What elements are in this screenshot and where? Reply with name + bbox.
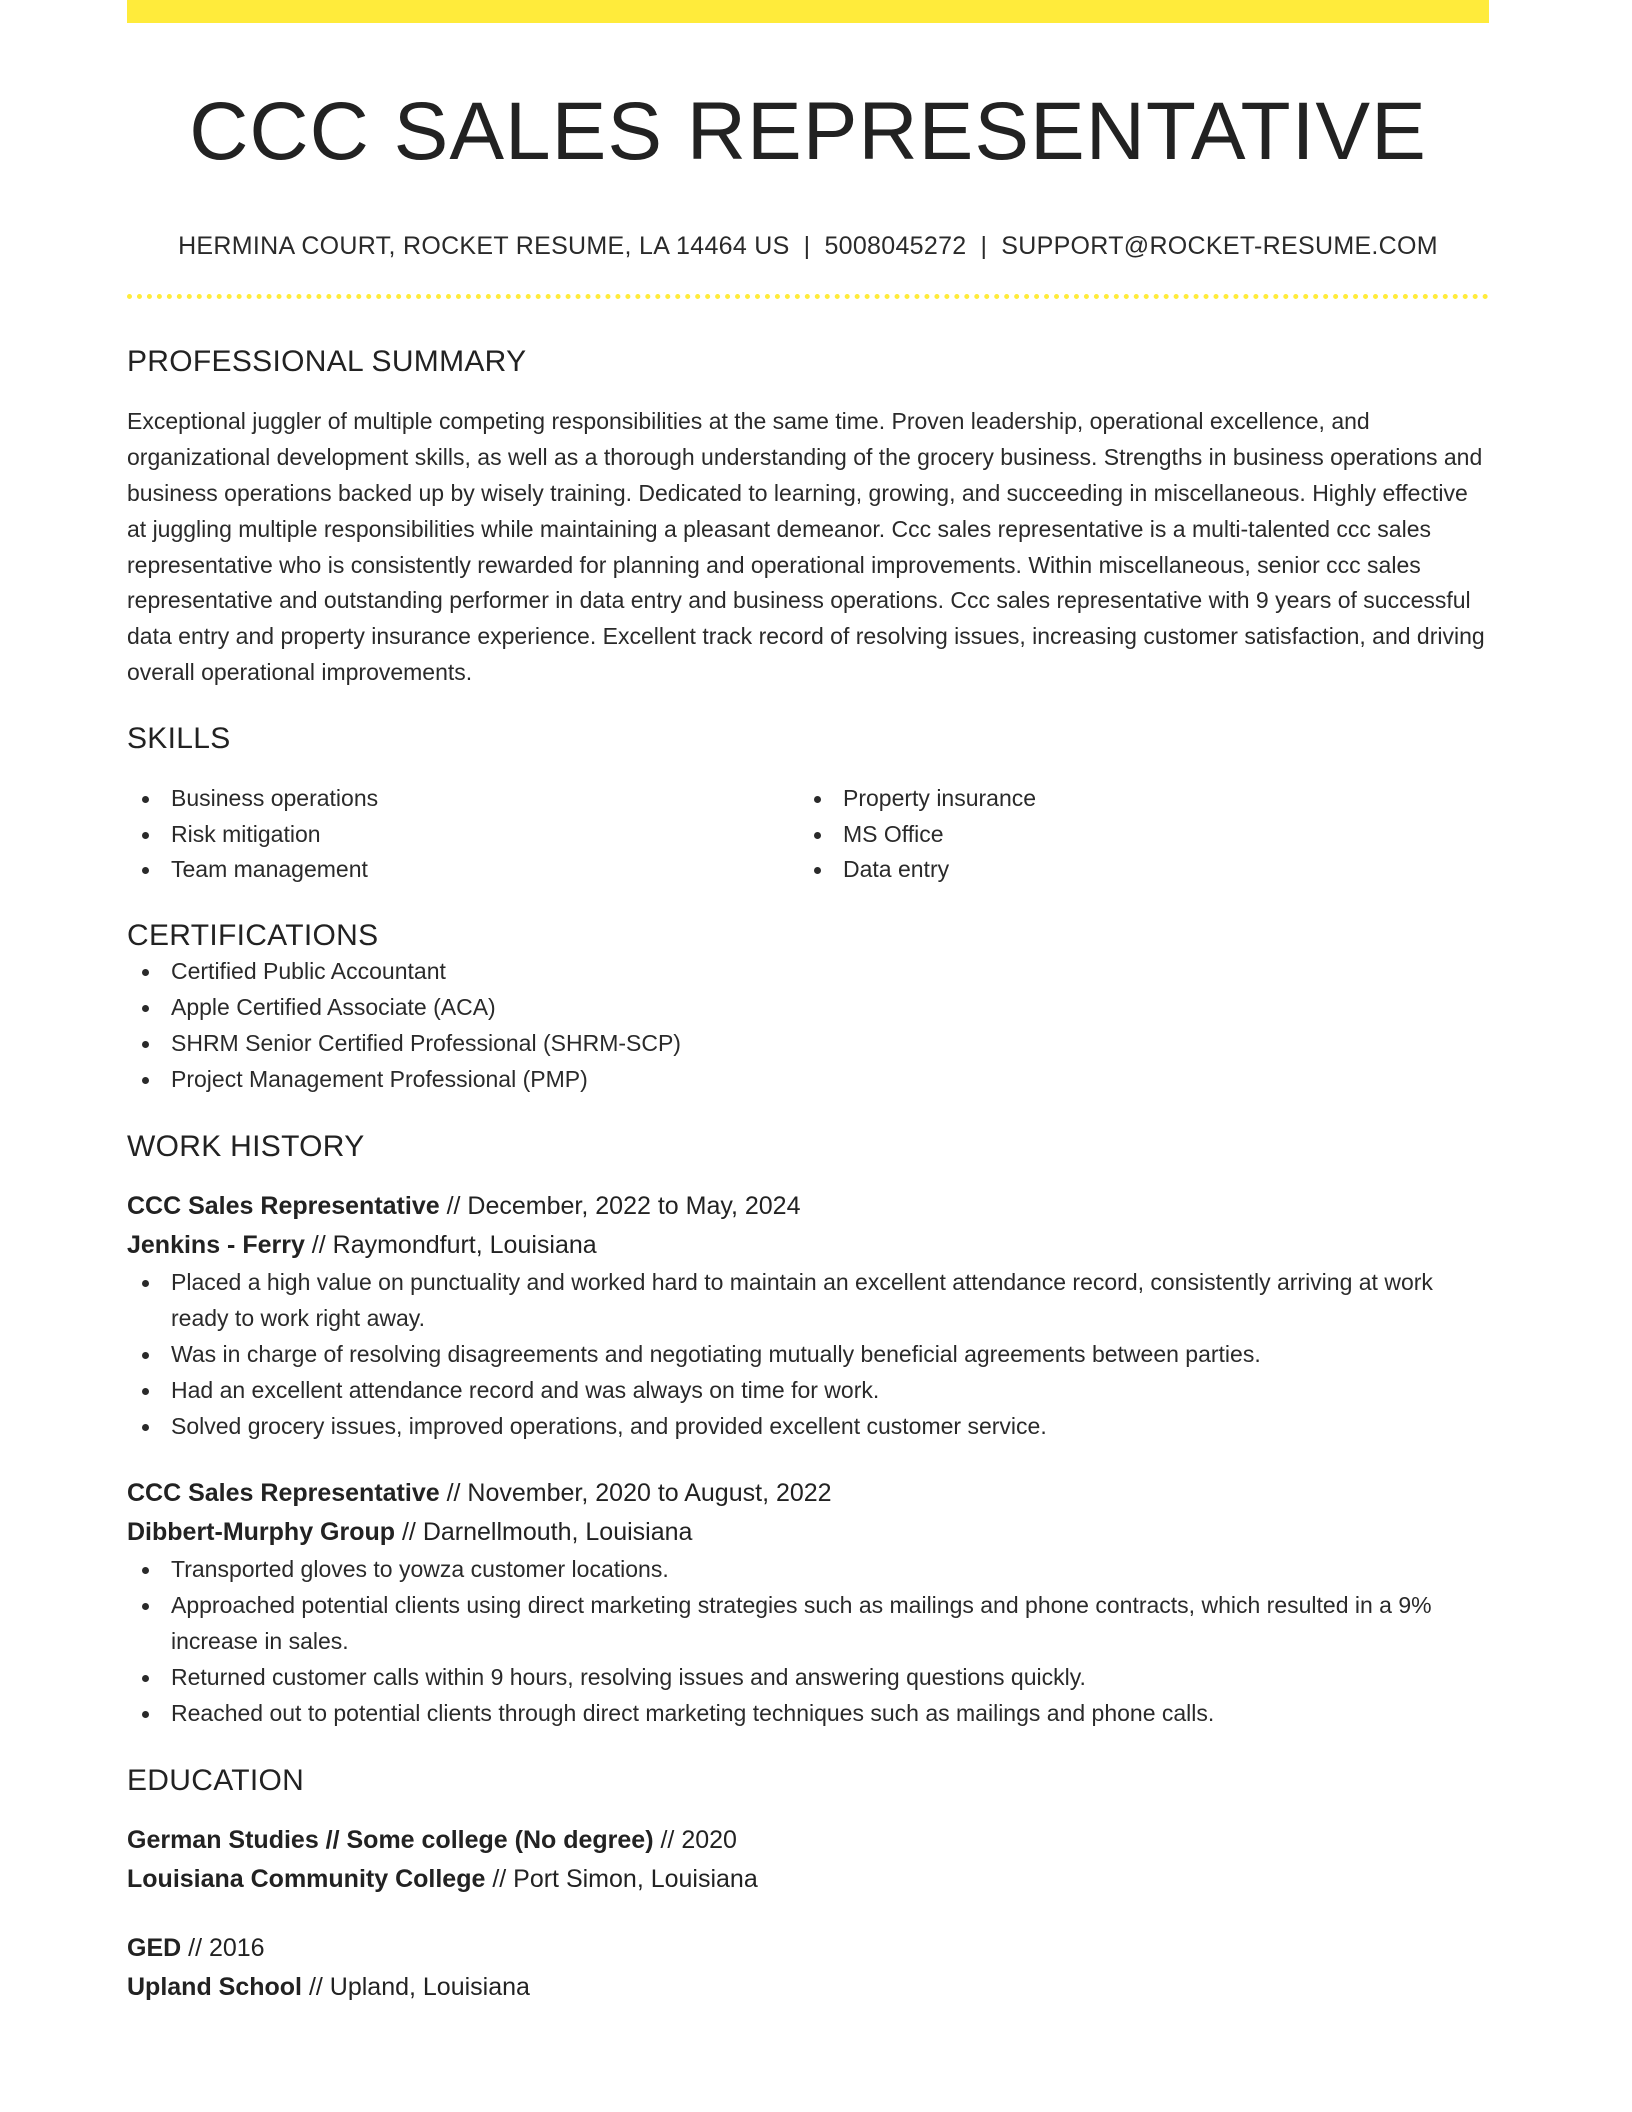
skills-heading: SKILLS [127,721,231,755]
job-duty: Reached out to potential clients through direct marketing techniques such as mailings and phone calls. [127,1696,1489,1732]
job-location: // Raymondfurt, Louisiana [304,1231,597,1260]
certification-item: SHRM Senior Certified Professional (SHRM-SCP) [127,1026,1489,1062]
resume-page [127,0,1489,2007]
skill-item: Team management [127,852,799,888]
summary-text: Exceptional juggler of multiple competing responsibilities at the same time. Proven leadership, operational excellence, and organizational development skills, as well as a thorough understanding of the grocery business. Strengths in business operations and business operations backed up by wisely training. Dedicated to learning, growing, and succeeding in miscellaneous. Highly effective at juggling multiple responsibilities while maintaining a pleasant demeanor. Ccc sales representative is a multi-talented ccc sales representative who is consistently rewarded for planning and operational improvements. Within miscellaneous, senior ccc sales representative and outstanding performer in data entry and business operations. Ccc sales representative with 9 years of successful data entry and property insurance experience. Excellent track record of resolving issues, increasing customer satisfaction, and driving overall operational improvements. [127,408,1485,685]
education-school: Louisiana Community College [127,1865,486,1894]
skills-grid [127,781,1489,888]
education-degree: German Studies // Some college (No degree) [127,1826,654,1855]
candidate-name: CCC SALES REPRESENTATIVE [189,86,1427,177]
skill-item: Data entry [799,852,1471,888]
contact-address: HERMINA COURT, ROCKET RESUME, LA 14464 US [178,232,790,261]
summary-heading: PROFESSIONAL SUMMARY [127,345,527,379]
education-year: // 2020 [653,1826,737,1855]
education-degree-line [127,1821,1489,1860]
job-duties-list [127,1265,1489,1444]
top-accent-bar [127,0,1489,23]
job-duties-list [127,1552,1489,1731]
job-duty: Transported gloves to yowza customer locations. [127,1552,1489,1588]
skill-item: Risk mitigation [127,817,799,853]
education-entry [127,1929,1489,2007]
education-school: Upland School [127,1973,302,2002]
certification-item: Certified Public Accountant [127,954,1489,990]
education-degree-line [127,1929,1489,1968]
education-year: // 2016 [181,1934,265,1963]
education-entry [127,1821,1489,1899]
job-duty: Approached potential clients using direct marketing strategies such as mailings and phone contracts, which resulted in a 9% increase in sales. [127,1588,1489,1660]
job-title-line [127,1187,1489,1226]
job-company-line [127,1226,1489,1265]
contact-separator: | [980,232,988,261]
skill-item: Property insurance [799,781,1471,817]
contact-phone: 5008045272 [824,232,967,261]
certification-item: Apple Certified Associate (ACA) [127,990,1489,1026]
certification-item: Project Management Professional (PMP) [127,1062,1489,1098]
job-duty: Was in charge of resolving disagreements and negotiating mutually beneficial agreements between parties. [127,1337,1489,1373]
job-company: Jenkins - Ferry [127,1231,305,1260]
certifications-list [127,954,1489,1097]
education-location: // Upland, Louisiana [302,1973,530,2002]
job-duty: Placed a high value on punctuality and worked hard to maintain an excellent attendance record, consistently arriving at work ready to work right away. [127,1265,1489,1337]
work-history-heading: WORK HISTORY [127,1130,365,1164]
job-duty: Solved grocery issues, improved operations, and provided excellent customer service. [127,1409,1489,1445]
education-degree: GED [127,1934,182,1963]
job-duty: Had an excellent attendance record and was always on time for work. [127,1373,1489,1409]
job-dates: // November, 2020 to August, 2022 [439,1479,832,1508]
contact-separator: | [803,232,811,261]
education-location: // Port Simon, Louisiana [485,1865,758,1894]
skills-column-right [799,781,1471,888]
job-company: Dibbert-Murphy Group [127,1518,396,1547]
job-entry [127,1474,1489,1731]
contact-line [127,231,1489,261]
job-role: CCC Sales Representative [127,1479,440,1508]
job-company-line [127,1513,1489,1552]
certifications-heading: CERTIFICATIONS [127,919,379,953]
job-duty: Returned customer calls within 9 hours, resolving issues and answering questions quickly. [127,1660,1489,1696]
job-entry [127,1187,1489,1444]
skills-column-left [127,781,799,888]
job-role: CCC Sales Representative [127,1192,440,1221]
dotted-divider [127,294,1489,299]
job-location: // Darnellmouth, Louisiana [395,1518,693,1547]
contact-email: SUPPORT@ROCKET-RESUME.COM [1001,232,1438,261]
education-heading: EDUCATION [127,1764,305,1798]
skill-item: MS Office [799,817,1471,853]
education-school-line [127,1860,1489,1899]
job-dates: // December, 2022 to May, 2024 [439,1192,801,1221]
education-school-line [127,1968,1489,2007]
job-title-line [127,1474,1489,1513]
skill-item: Business operations [127,781,799,817]
